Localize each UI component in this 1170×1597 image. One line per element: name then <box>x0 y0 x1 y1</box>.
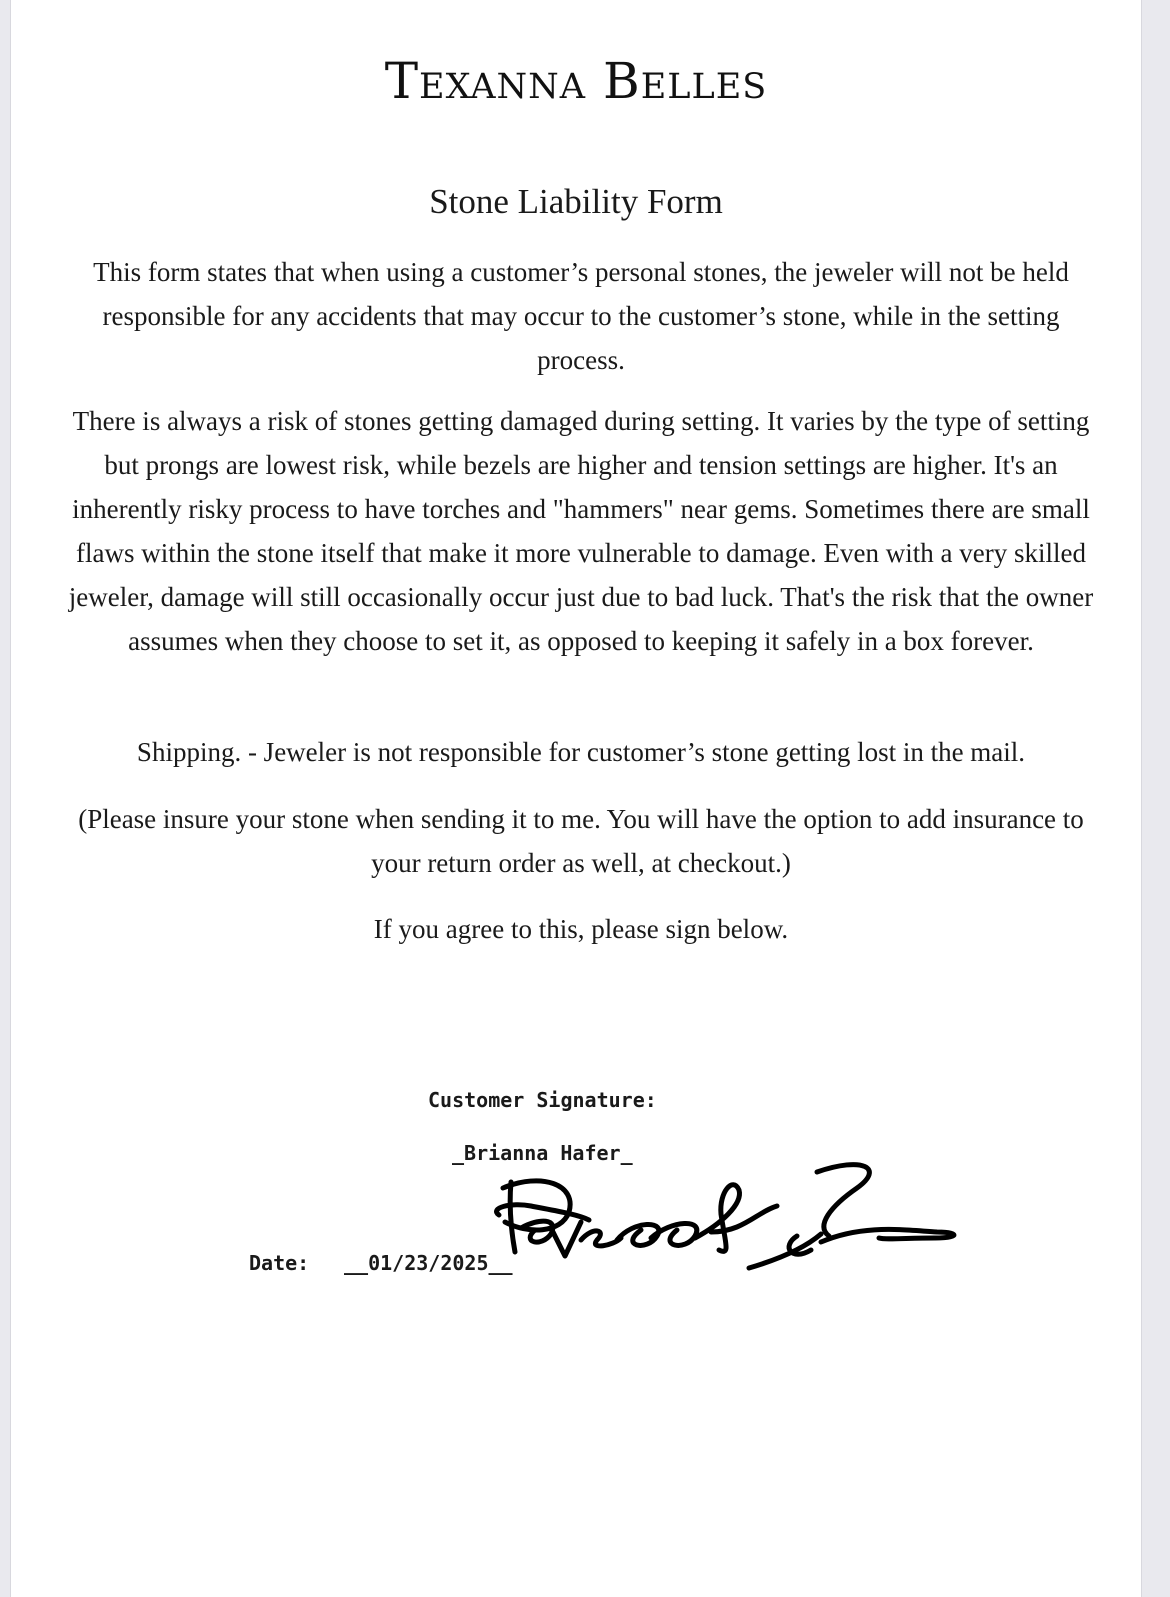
paragraph-shipping: Shipping. - Jeweler is not responsible for customer’s stone getting lost in the mail. <box>136 737 1026 767</box>
signature-printed-name: _Brianna Hafer_ <box>452 1141 633 1165</box>
paragraph-risk: There is always a risk of stones getting damaged during setting. It varies by the type of setting but prongs are lowest risk, while bezels are higher and tension settings are higher. It's an inherently risky process to have torches and "hammers" near gems. Sometimes there are small flaws within the stone itself that make it more vulnerable to damage. Even with a very skilled jeweler, damage will still occasionally occur just due to bad luck. That's the risk that the owner assumes when they choose to set it, as opposed to keeping it safely in a box forever. <box>68 406 1094 656</box>
paragraph-liability: This form states that when using a customer’s personal stones, the jeweler will not be held responsible for any accidents that may occur to the customer’s stone, while in the setting process. <box>93 257 1069 375</box>
brand-logo-text: Texanna Belles <box>384 52 768 110</box>
form-title: Stone Liability Form <box>429 182 723 221</box>
document-page <box>10 0 1142 1597</box>
date-label: Date: <box>249 1251 310 1275</box>
paragraph-agreement: If you agree to this, please sign below. <box>373 914 789 944</box>
paragraph-insurance: (Please insure your stone when sending it to me. You will have the option to add insurance to your return order as well, at checkout.) <box>78 804 1084 878</box>
date-value: __01/23/2025__ <box>344 1251 513 1275</box>
signature-label: Customer Signature: <box>428 1088 657 1112</box>
handwritten-signature <box>481 1150 981 1285</box>
